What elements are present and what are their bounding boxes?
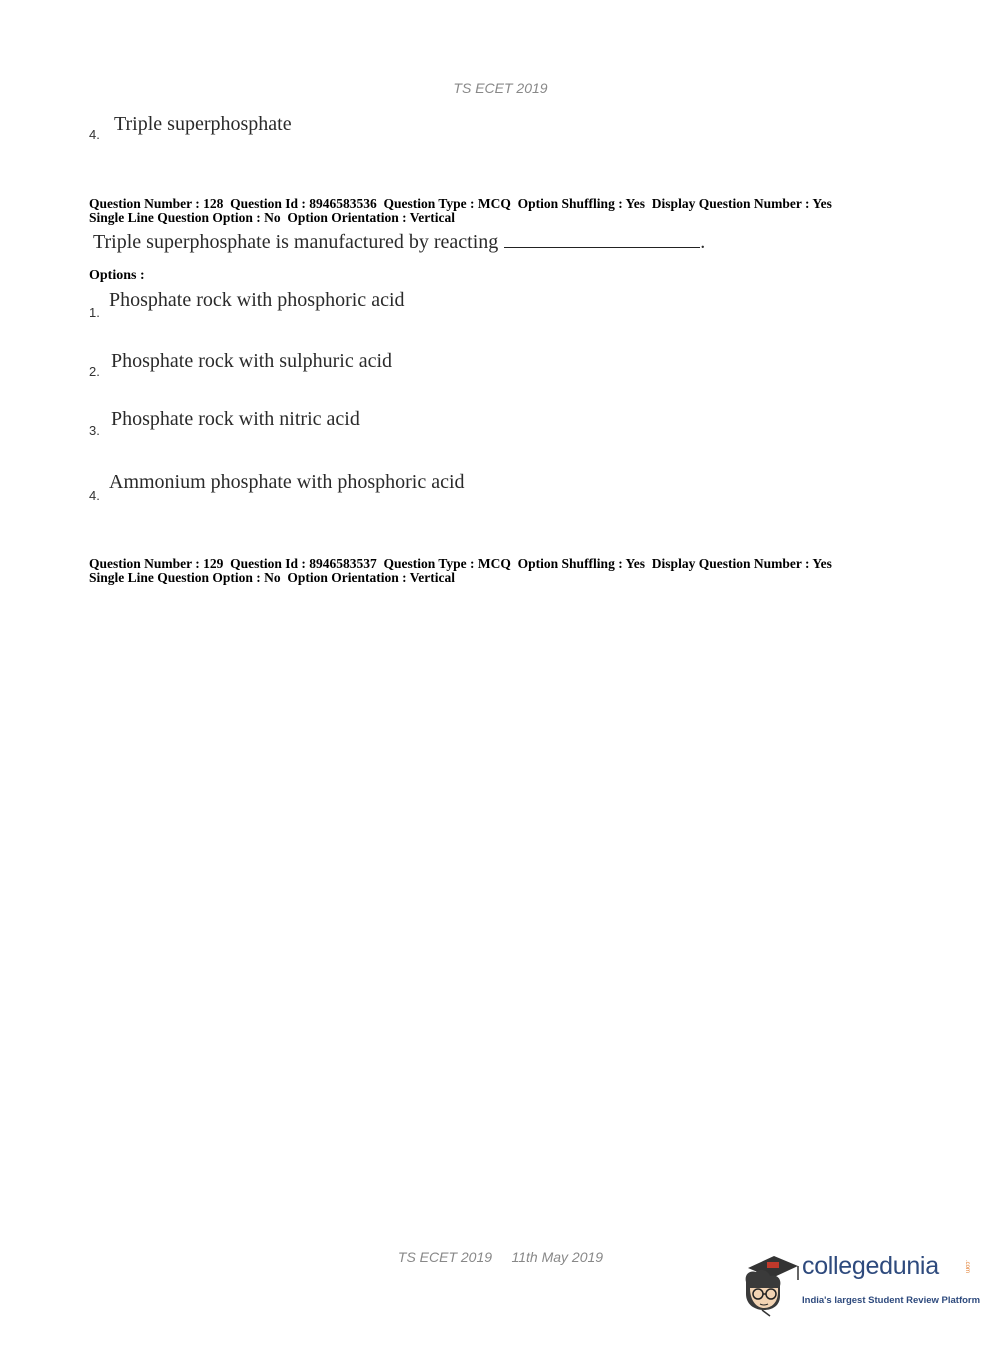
page-header: TS ECET 2019 <box>453 80 548 96</box>
question-meta-line2: Single Line Question Option : No Option Orientation : Vertical <box>89 210 456 225</box>
option-number: 4. <box>89 488 100 503</box>
question-text <box>93 231 705 254</box>
option-text: Phosphate rock with phosphoric acid <box>109 289 405 311</box>
option-text: Ammonium phosphate with phosphoric acid <box>109 471 465 493</box>
logo-suffix: .com <box>964 1260 970 1274</box>
collegedunia-logo <box>740 1248 981 1318</box>
question-meta-line1: Question Number : 129 Question Id : 8946583537 Question Type : MCQ Option Shuffling : Yes Display Question Number : Yes <box>89 556 832 571</box>
question-text-end: . <box>700 231 706 253</box>
answer-blank <box>504 233 700 248</box>
logo-wordmark: collegedunia <box>802 1252 939 1280</box>
option-number: 4. <box>89 127 100 142</box>
option-text: Phosphate rock with sulphuric acid <box>111 350 393 372</box>
footer-exam: TS ECET 2019 <box>397 1249 493 1265</box>
question-meta-line2: Single Line Question Option : No Option Orientation : Vertical <box>89 570 456 585</box>
question-text-body: Triple superphosphate is manufactured by reacting <box>93 231 499 253</box>
option-number: 3. <box>89 423 100 438</box>
logo-tagline: India's largest Student Review Platform <box>802 1295 981 1306</box>
option-text: Triple superphosphate <box>114 113 292 135</box>
option-text: Phosphate rock with nitric acid <box>111 408 360 430</box>
option-number: 1. <box>89 305 100 320</box>
options-label: Options : <box>89 268 145 283</box>
question-meta-line1: Question Number : 128 Question Id : 8946583536 Question Type : MCQ Option Shuffling : Yes Display Question Number : Yes <box>89 196 832 211</box>
mascot-icon <box>740 1248 800 1318</box>
footer-date: 11th May 2019 <box>511 1249 604 1265</box>
option-number: 2. <box>89 364 100 379</box>
